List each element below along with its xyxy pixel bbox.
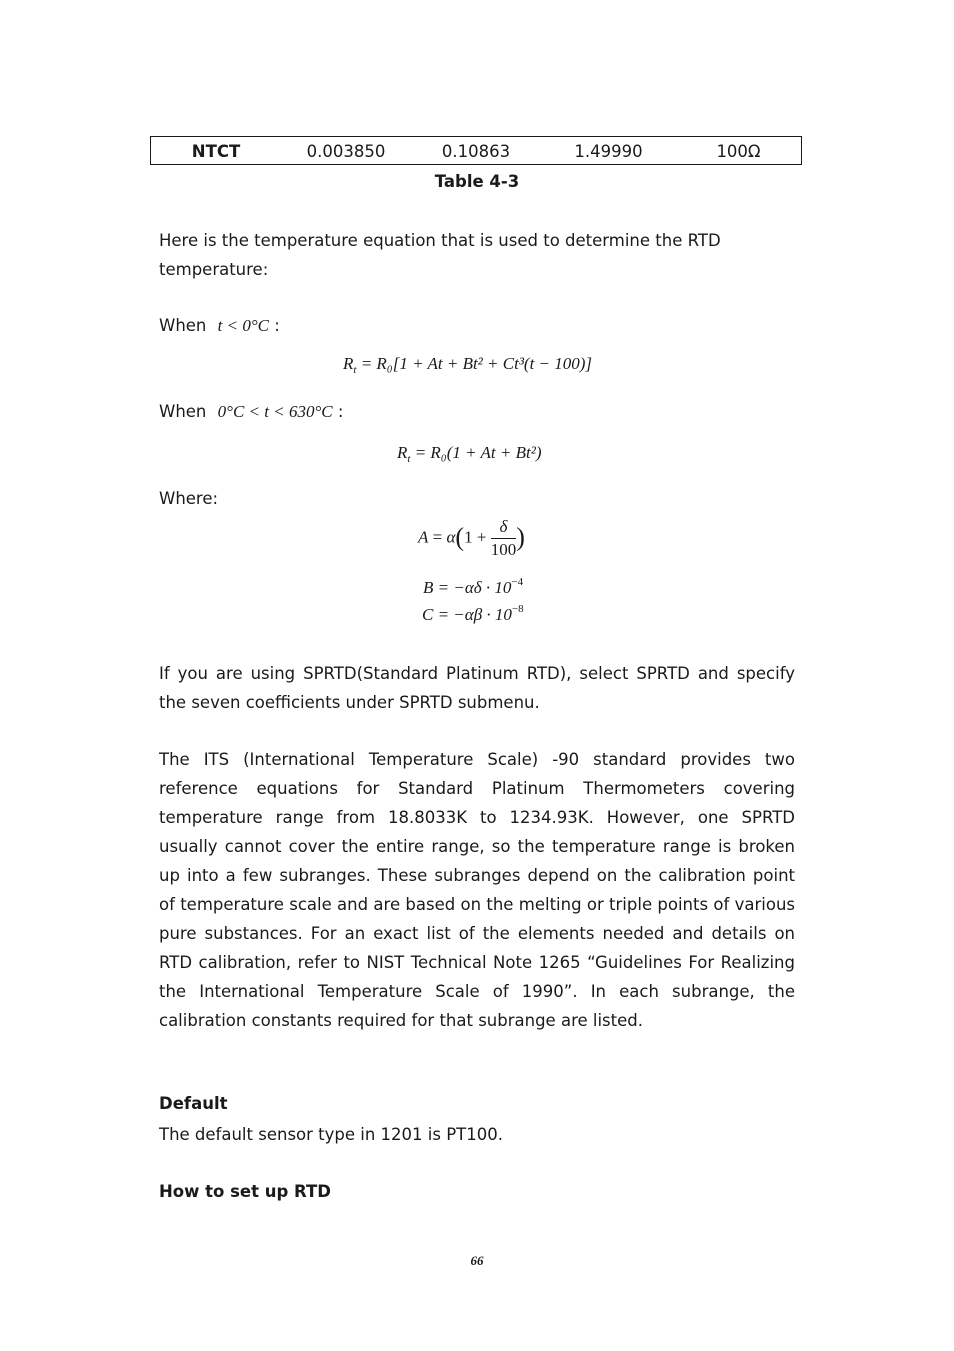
setup-heading: How to set up RTD [159, 1182, 331, 1201]
equation-b [423, 576, 523, 598]
eq2-rhs: = R₀(1 + At + Bt²) [414, 443, 542, 462]
when-label-2: When [159, 402, 207, 421]
intro-paragraph: Here is the temperature equation that is used to determine the RTD temperature: [159, 231, 721, 279]
table-cell-alpha: 0.003850 [306, 142, 386, 161]
table-cell-delta: 1.49990 [574, 142, 643, 161]
eq1-lhs-sub: t [353, 364, 357, 376]
page-number: 66 [470, 1253, 484, 1268]
when-below-zero-line [159, 316, 280, 336]
default-text: The default sensor type in 1201 is PT100. [159, 1125, 503, 1144]
table-cell-beta: 0.10863 [441, 142, 511, 161]
equation-below-zero [343, 354, 592, 376]
where-label: Where: [159, 489, 219, 508]
fraction [491, 516, 517, 561]
equation-c [422, 603, 524, 625]
condition-below-zero: t < 0°C [217, 316, 269, 335]
equation-a: A = α(1 + $\frac{\delta}{100}$ ) [418, 517, 525, 559]
its-paragraph: The ITS (International Temperature Scale) -90 standard provides two reference equations for Standard Platinum Thermometers covering temperature range from 18.8033K to 1234.93K. However, one SPRTD usually cannot cover the entire range, so the temperature range is broken up into a few subranges. These subranges depend on the calibration point of temperature scale and are based on the melting or triple points of various pure substances. For an exact list of the elements needed and details on RTD calibration, refer to NIST Technical Note 1265 “Guidelines For Realizing the International Temperature Scale of 1990”. In each subrange, the calibration constants required for that subrange are listed. [159, 750, 795, 1030]
eq1-lhs: R [343, 354, 354, 373]
when-label: When [159, 316, 207, 335]
table-cell-type: NTCT [191, 142, 241, 161]
eq1-rhs: = R₀[1 + At + Bt² + Ct³(t − 100)] [360, 354, 593, 373]
default-heading: Default [159, 1094, 228, 1113]
eq-c-exponent: −8 [511, 603, 524, 615]
when-above-zero-line [159, 402, 343, 422]
eq-b-exponent: −4 [511, 576, 524, 588]
colon-2: : [337, 402, 344, 421]
eq2-lhs: R [397, 443, 408, 462]
fraction-denominator: 100 [490, 540, 517, 559]
fraction-numerator: δ [491, 516, 517, 539]
condition-above-zero: 0°C < t < 630°C [217, 402, 333, 421]
equation-above-zero [397, 443, 542, 465]
table-caption: Table 4-3 [434, 172, 520, 191]
colon: : [274, 316, 280, 335]
sprtd-paragraph: If you are using SPRTD(Standard Platinum RTD), select SPRTD and specify the seven coefficients under SPRTD submenu. [159, 664, 795, 712]
table-cell-r0: 100Ω [716, 142, 761, 161]
eq-b-text: B = −αδ · 10 [423, 578, 512, 597]
eq2-lhs-sub: t [407, 453, 411, 465]
eq-c-text: C = −αβ · 10 [422, 605, 512, 624]
coefficient-table-row [150, 136, 802, 165]
